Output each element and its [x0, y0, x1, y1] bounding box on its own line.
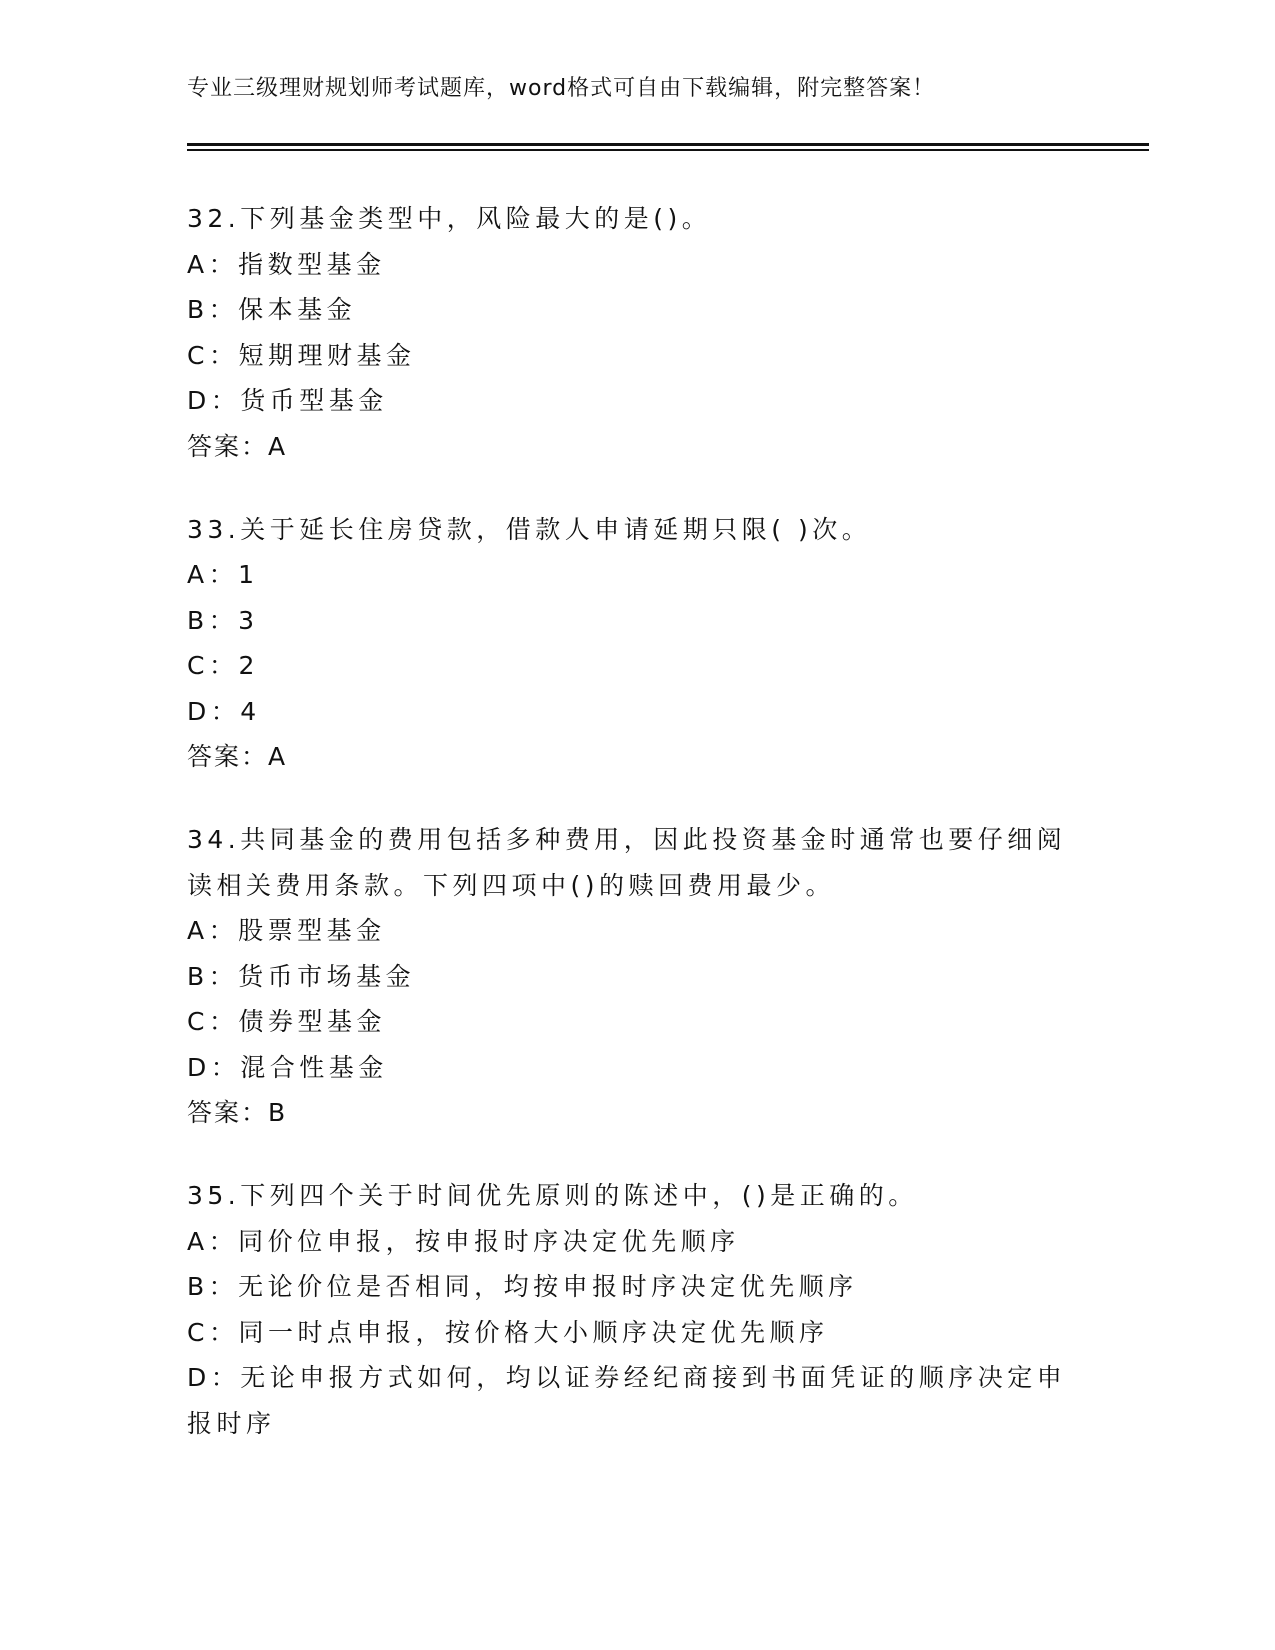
option-b: B：3: [187, 605, 259, 635]
option-d: D：混合性基金: [187, 1052, 388, 1082]
question-stem: 35.下列四个关于时间优先原则的陈述中，()是正确的。: [187, 1181, 918, 1210]
header-rule-thin: [187, 149, 1149, 151]
question-stem: 34.共同基金的费用包括多种费用，因此投资基金时通常也要仔细阅读相关费用条款。下列四项中()的赎回费用最少。: [187, 825, 1067, 900]
option-c: C：同一时点申报，按价格大小顺序决定优先顺序: [187, 1317, 829, 1347]
option-b: B：无论价位是否相同，均按申报时序决定优先顺序: [187, 1272, 858, 1301]
option-d: D：4: [187, 696, 261, 726]
option-a: A：同价位申报，按申报时序决定优先顺序: [187, 1226, 740, 1256]
question-stem: 33.关于延长住房贷款，借款人申请延期只限( )次。: [187, 514, 872, 544]
option-c: C：短期理财基金: [187, 340, 416, 370]
option-d: D：货币型基金: [187, 386, 388, 415]
option-b: B：保本基金: [187, 295, 357, 324]
question-35: [187, 1173, 1067, 1446]
option-a: A：1: [187, 560, 259, 589]
option-d: D：无论申报方式如何，均以证券经纪商接到书面凭证的顺序决定申报时序: [187, 1363, 1067, 1438]
header-rule-thick: [187, 143, 1149, 146]
option-a: A：指数型基金: [187, 249, 386, 279]
question-33: [187, 507, 1067, 780]
question-stem: 32.下列基金类型中，风险最大的是()。: [187, 204, 712, 233]
answer: 答案：A: [187, 431, 288, 461]
option-b: B：货币市场基金: [187, 961, 416, 991]
option-c: C：债券型基金: [187, 1007, 386, 1036]
option-a: A：股票型基金: [187, 916, 386, 945]
question-32: [187, 196, 1067, 469]
option-c: C：2: [187, 651, 259, 680]
answer: 答案：A: [187, 742, 288, 771]
answer: 答案：B: [187, 1098, 288, 1127]
question-34: [187, 817, 1067, 1135]
page-header: 专业三级理财规划师考试题库，word格式可自由下载编辑，附完整答案！: [187, 76, 936, 101]
question-list: [187, 196, 1067, 1484]
